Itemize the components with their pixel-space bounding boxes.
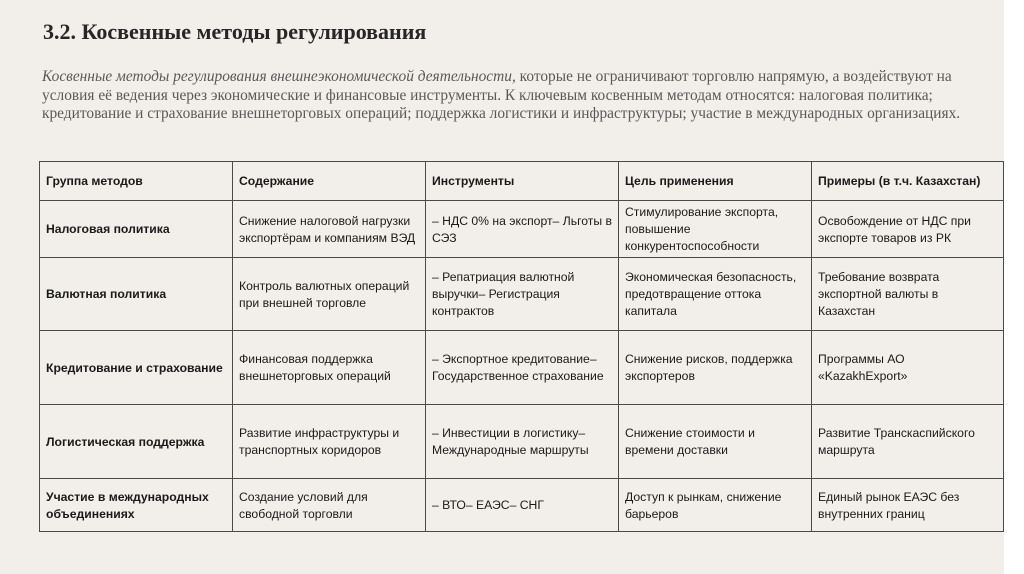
cell-goal: Стимулирование экспорта, повышение конкурентоспособности [619,201,812,258]
table-row [40,479,1004,532]
cell-content: Создание условий для свободной торговли [233,479,426,532]
cell-content: Контроль валютных операций при внешней торговле [233,258,426,331]
cell-examples: Единый рынок ЕАЭС без внутренних границ [812,479,1004,532]
intro-paragraph [42,68,1002,124]
header-goal: Цель применения [619,162,812,201]
header-examples: Примеры (в т.ч. Казахстан) [812,162,1004,201]
header-content: Содержание [233,162,426,201]
table-header-row [40,162,1004,201]
cell-examples: Требование возврата экспортной валюты в Казахстан [812,258,1004,331]
methods-table [39,161,1004,532]
page-title: 3.2. Косвенные методы регулирования [43,19,427,44]
cell-group: Налоговая политика [40,201,233,258]
right-margin-strip [1004,0,1024,574]
cell-examples: Развитие Транскаспийского маршрута [812,405,1004,479]
cell-group: Участие в международных объединениях [40,479,233,532]
cell-instruments: – ВТО– ЕАЭС– СНГ [426,479,619,532]
intro-lead-italic: Косвенные методы регулирования внешнеэкономической деятельности [42,68,512,85]
table-row [40,258,1004,331]
cell-group: Валютная политика [40,258,233,331]
cell-content: Снижение налоговой нагрузки экспортёрам и компаниям ВЭД [233,201,426,258]
cell-instruments: – Инвестиции в логистику– Международные маршруты [426,405,619,479]
cell-instruments: – Репатриация валютной выручки– Регистрация контрактов [426,258,619,331]
cell-group: Кредитование и страхование [40,331,233,405]
cell-goal: Снижение рисков, поддержка экспортеров [619,331,812,405]
cell-goal: Экономическая безопасность, предотвращение оттока капитала [619,258,812,331]
cell-examples: Освобождение от НДС при экспорте товаров из РК [812,201,1004,258]
header-group: Группа методов [40,162,233,201]
table-row [40,405,1004,479]
cell-content: Развитие инфраструктуры и транспортных коридоров [233,405,426,479]
cell-instruments: – НДС 0% на экспорт– Льготы в СЭЗ [426,201,619,258]
cell-content: Финансовая поддержка внешнеторговых операций [233,331,426,405]
cell-group: Логистическая поддержка [40,405,233,479]
cell-goal: Снижение стоимости и времени доставки [619,405,812,479]
cell-examples: Программы АО «KazakhExport» [812,331,1004,405]
header-instruments: Инструменты [426,162,619,201]
table-row [40,331,1004,405]
cell-goal: Доступ к рынкам, снижение барьеров [619,479,812,532]
cell-instruments: – Экспортное кредитование– Государственное страхование [426,331,619,405]
table-row [40,201,1004,258]
intro-text: , которые не ограничивают торговлю напрямую, а воздействуют на условия её ведения через экономические и финансовые инструменты. К ключевым косвенным методам относятся: налоговая политика; кредитование и страхование внешнеторговых операций; поддержка логистики и инфраструктуры; участие в международных организациях. [42,68,961,122]
